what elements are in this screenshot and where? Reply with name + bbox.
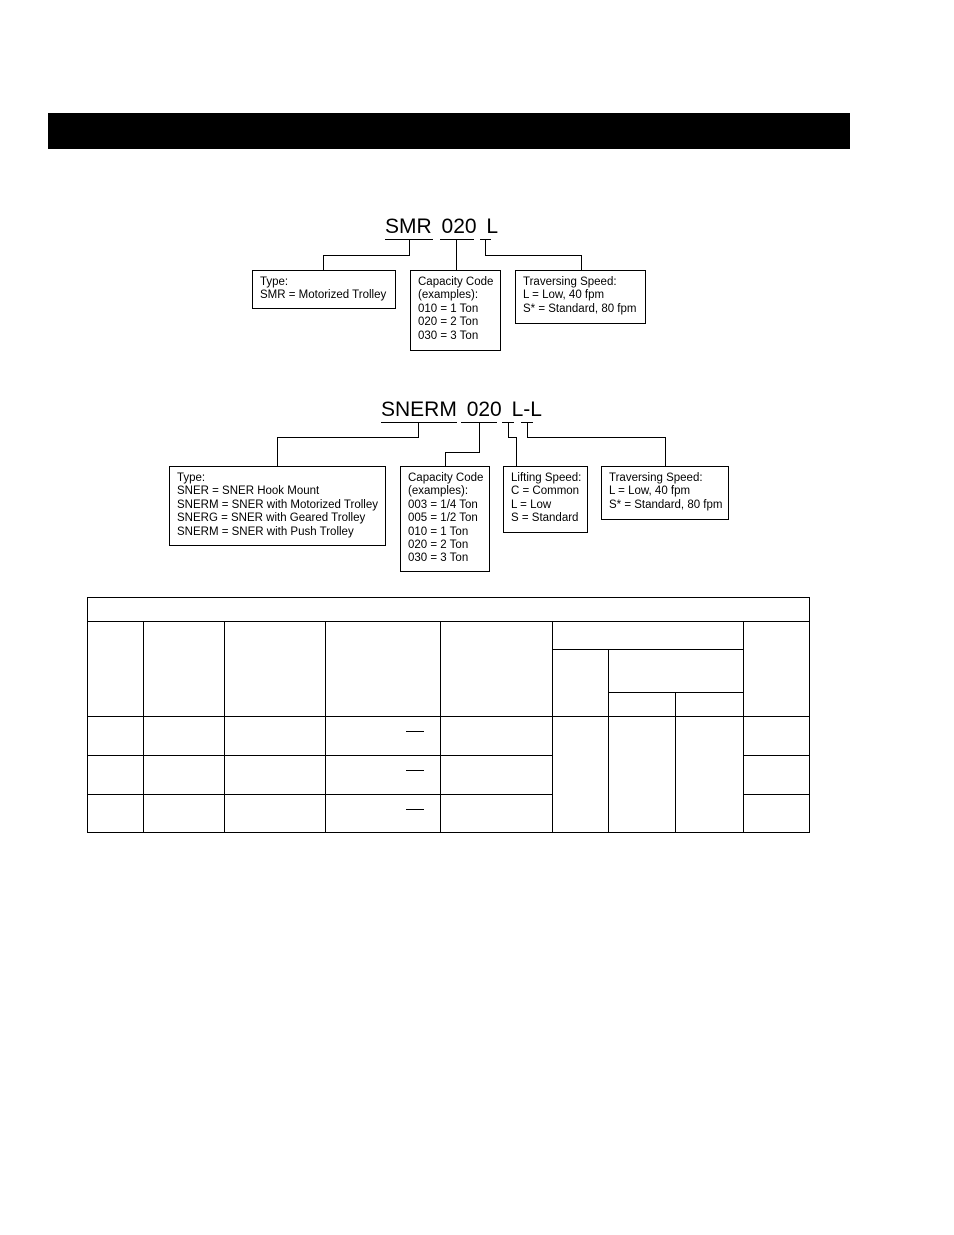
code-dash: -: [523, 398, 531, 421]
box-line: SNERM = SNER with Motorized Trolley: [177, 498, 378, 511]
code-part-capacity: 020: [466, 398, 502, 421]
box-line: Capacity Code: [418, 276, 494, 288]
box-line: (examples):: [408, 485, 469, 498]
code-part-traversing: L: [530, 398, 542, 421]
box-line: C = Common: [511, 485, 580, 498]
code-part-capacity: 020: [441, 215, 477, 238]
connector-lines: [0, 0, 954, 600]
code-part-type: SMR: [385, 215, 432, 238]
box-line: 003 = 1/4 Ton: [408, 498, 478, 511]
code-part-speed: L: [486, 215, 499, 238]
box-line: SMR = Motorized Trolley: [260, 289, 387, 302]
box-line: 010 = 1 Ton: [408, 525, 469, 538]
code-part-type: SNERM: [381, 398, 457, 421]
box-line: L = Low, 40 fpm: [609, 485, 691, 498]
box-line: SNER = SNER Hook Mount: [177, 485, 320, 498]
box-line: SNERG = SNER with Geared Trolley: [177, 512, 366, 525]
box-line: 030 = 3 Ton: [418, 329, 479, 342]
box-line: Capacity Code: [408, 472, 484, 484]
box-line: S = Standard: [511, 512, 579, 525]
box-line: 030 = 3 Ton: [408, 552, 469, 565]
box-line: Traversing Speed:: [609, 472, 703, 484]
box-line: Traversing Speed:: [523, 276, 617, 288]
box-line: Type:: [177, 472, 206, 484]
box-line: L = Low: [511, 498, 552, 511]
box-line: 020 = 2 Ton: [408, 539, 469, 552]
box-line: S* = Standard, 80 fpm: [523, 302, 637, 315]
box-line: Lifting Speed:: [511, 472, 582, 484]
box-line: Type:: [260, 276, 289, 288]
box-line: (examples):: [418, 289, 479, 302]
box-line: 005 = 1/2 Ton: [408, 512, 478, 525]
code-part-lifting: L: [511, 398, 524, 421]
box-line: SNERM = SNER with Push Trolley: [177, 525, 354, 538]
box-line: 010 = 1 Ton: [418, 302, 479, 315]
spec-table: [87, 597, 811, 834]
box-line: L = Low, 40 fpm: [523, 289, 605, 302]
box-line: 020 = 2 Ton: [418, 316, 479, 329]
box-line: S* = Standard, 80 fpm: [609, 498, 723, 511]
